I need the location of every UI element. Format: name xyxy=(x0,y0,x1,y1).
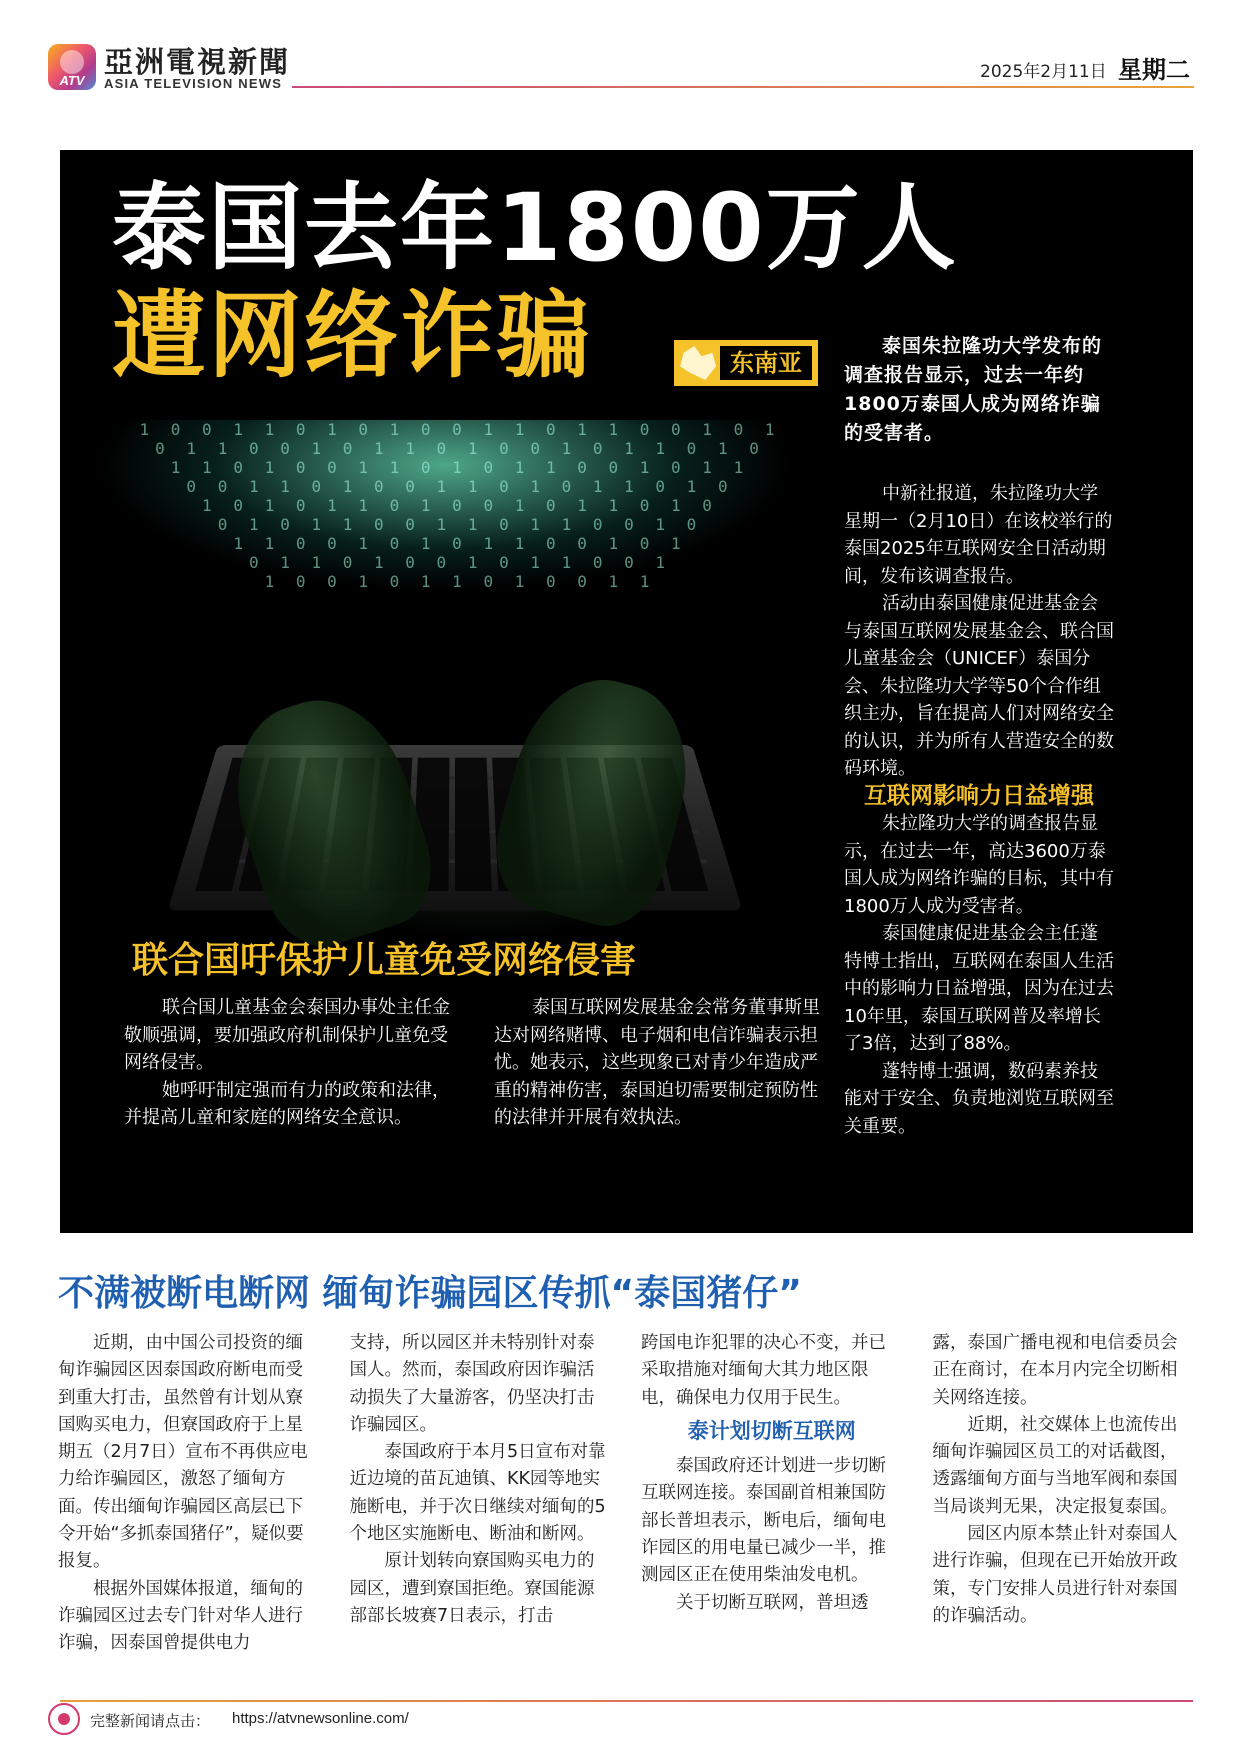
paragraph: 近期，社交媒体上也流传出缅甸诈骗园区员工的对话截图，透露缅甸方面与当地军阀和泰国当局谈判无果，决定报复泰国。 xyxy=(932,1414,1178,1517)
page-header xyxy=(0,0,1250,110)
headline-line-2: 遭网络诈骗 xyxy=(112,282,593,391)
article-2-column-1 xyxy=(58,1330,320,1658)
footer-divider xyxy=(60,1700,1193,1702)
brand-name-cn: 亞洲電視新聞 xyxy=(104,45,291,79)
paragraph: 支持，所以园区并未特别针对泰国人。然而，泰国政府因诈骗活动损失了大量游客，仍坚决打击诈骗园区。 xyxy=(349,1333,595,1435)
paragraph: 朱拉隆功大学的调查报告显示，在过去一年，高达3600万泰国人成为网络诈骗的目标，其中有1800万人成为受害者。 xyxy=(844,813,1114,917)
section-heading: 互联网影响力日益增强 xyxy=(864,782,1094,809)
website-link[interactable]: https://atvnewsonline.com/ xyxy=(232,1710,409,1727)
feature-story xyxy=(60,150,1193,1233)
flower-icon xyxy=(60,50,84,74)
hero-image-hacker-laptop xyxy=(60,420,830,980)
southeast-asia-map-icon xyxy=(680,346,716,380)
headline-line-1: 泰国去年1800万人 xyxy=(112,174,958,283)
paragraph: 跨国电诈犯罪的决心不变，并已采取措施对缅甸大其力地区限电，确保电力仅用于民生。 xyxy=(641,1333,886,1408)
article-2-headline: 不满被断电断网 缅甸诈骗园区传抓“泰国猪仔” xyxy=(58,1273,802,1314)
column-left xyxy=(124,994,454,1132)
paragraph: 露，泰国广播电视和电信委员会正在商讨，在本月内完全切断相关网络连接。 xyxy=(932,1333,1178,1408)
column-right xyxy=(494,994,824,1132)
side-column xyxy=(844,480,1114,1140)
article-2-column-2 xyxy=(350,1330,612,1658)
paragraph: 活动由泰国健康促进基金会与泰国互联网发展基金会、联合国儿童基金会（UNICEF）泰国分会、朱拉隆功大学等50个合作组织主办，旨在提高人们对网络安全的认识，并为所有人营造安全的数码环境。 xyxy=(844,593,1114,779)
article-2-body xyxy=(58,1330,1194,1658)
paragraph: 关于切断互联网，普坦透 xyxy=(676,1592,869,1613)
paragraph: 泰国政府还计划进一步切断互联网连接。泰国副首相兼国防部长普坦表示，断电后，缅甸电诈园区的用电量已减少一半，推测园区正在使用柴油发电机。 xyxy=(641,1456,886,1586)
paragraph: 园区内原本禁止针对泰国人进行诈骗，但现在已开始放开政策，专门安排人员进行针对泰国的诈骗活动。 xyxy=(932,1524,1178,1626)
paragraph: 泰国互联网发展基金会常务董事斯里达对网络赌博、电子烟和电信诈骗表示担忧。她表示，这些现象已对青少年造成严重的精神伤害，泰国迫切需要制定预防性的法律并开展有效执法。 xyxy=(494,997,820,1128)
brand-name-en: ASIA TELEVISION NEWS xyxy=(104,76,283,91)
binary-code-graphic: 1 0 0 1 1 0 1 0 1 0 0 1 1 0 1 1 0 0 1 0 1 0 1 1 0 0 1 0 1 1 0 1 0 0 1 0 1 1 0 1 0 1 1 0 1 0 0 1 1 0 1 0 1 1 0 0 1 0 1 1 0 0 1 1 0 1 0 0 1 1 0 1 0 1 1 0 1 0 1 0 1 0 1 1 0 1 0 0 1 0 1 1 0 1 0 0 1 0 1 1 0 0 1 1 0 1 1 0 0 1 0 1 1 0 0 1 0 1 0 1 1 0 0 1 0 1 0 1 1 0 1 0 0 1 0 1 1 0 0 1 1 0 0 1 0 1 1 0 1 0 0 1 1 xyxy=(139,420,781,591)
issue-weekday: 星期二 xyxy=(1118,56,1190,84)
paragraph: 她呼吁制定强而有力的政策和法律，并提高儿童和家庭的网络安全意识。 xyxy=(124,1079,450,1128)
unicef-columns xyxy=(124,994,824,1132)
subheading-unicef: 联合国吁保护儿童免受网络侵害 xyxy=(132,940,637,981)
paragraph: 根据外国媒体报道，缅甸的诈骗园区过去专门针对华人进行诈骗，因泰国曾提供电力 xyxy=(58,1578,303,1654)
atv-logo[interactable] xyxy=(48,44,96,90)
header-divider xyxy=(292,86,1194,88)
issue-date: 2025年2月11日 xyxy=(980,62,1107,82)
paragraph: 泰国政府于本月5日宣布对靠近边境的苗瓦迪镇、KK园等地实施断电，并于次日继续对缅甸的5个地区实施断电、断油和断网。 xyxy=(349,1442,606,1545)
left-hand-silhouette xyxy=(212,680,448,961)
atv-emblem-icon xyxy=(48,1703,80,1735)
footer-label: 完整新闻请点击： xyxy=(90,1712,211,1730)
paragraph: 中新社报道，朱拉隆功大学星期一（2月10日）在该校举行的泰国2025年互联网安全日活动期间，发布该调查报告。 xyxy=(844,483,1113,587)
region-tag-label: 东南亚 xyxy=(720,346,812,380)
paragraph: 蓬特博士强调，数码素养技能对于安全、负责地浏览互联网至关重要。 xyxy=(844,1060,1114,1137)
paragraph: 联合国儿童基金会泰国办事处主任金敬顺强调，要加强政府机制保护儿童免受网络侵害。 xyxy=(124,997,450,1073)
paragraph: 原计划转向寮国购买电力的园区，遭到寮国拒绝。寮国能源部部长坡赛7日表示，打击 xyxy=(349,1551,595,1626)
logo-text: ATV xyxy=(59,73,85,88)
region-tag xyxy=(674,340,818,386)
paragraph: 泰国健康促进基金会主任蓬特博士指出，互联网在泰国人生活中的影响力日益增强，因为在过去10年里，泰国互联网普及率增长了3倍，达到了88%。 xyxy=(844,923,1114,1054)
article-2-column-4 xyxy=(933,1330,1195,1658)
story-lede: 泰国朱拉隆功大学发布的调查报告显示，过去一年约1800万泰国人成为网络诈骗的受害者。 xyxy=(844,335,1103,444)
article-2-column-3 xyxy=(641,1330,903,1658)
section-heading: 泰计划切断互联网 xyxy=(687,1418,856,1443)
paragraph: 近期，由中国公司投资的缅甸诈骗园区因泰国政府断电而受到重大打击，虽然曾有计划从寮国购买电力，但寮国政府于上星期五（2月7日）宣布不再供应电力给诈骗园区，激怒了缅甸方面。传出缅甸诈骗园区高层已下令开始“多抓泰国猪仔”，疑似要报复。 xyxy=(58,1333,308,1572)
